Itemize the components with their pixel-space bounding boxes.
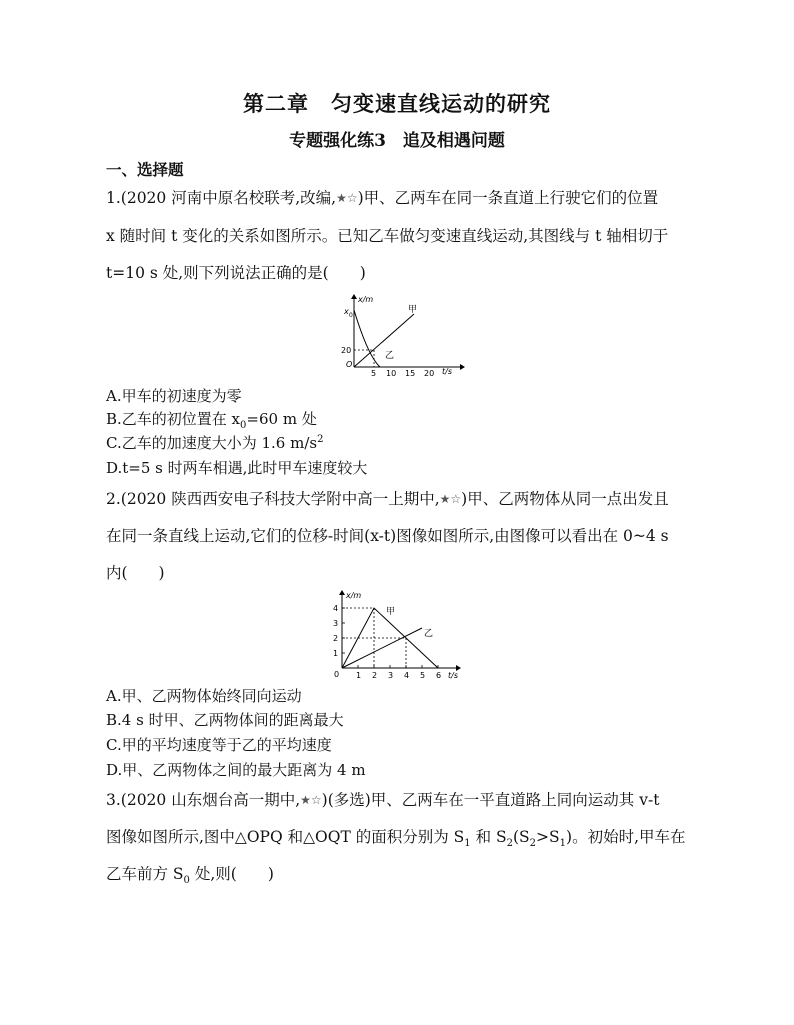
q3-line-2-text: )。初始时,甲车在 xyxy=(566,828,686,846)
q1-y-axis-label: x/m xyxy=(358,295,374,304)
q2-x-axis-label: t/s xyxy=(448,671,458,680)
q3-line-2-text: (S xyxy=(513,828,530,846)
q3-stem-start: )(多选)甲、乙两车在一平直道路上同向运动其 v-t xyxy=(321,791,660,809)
q2-source: 2.(2020 陕西西安电子科技大学附中高一上期中, xyxy=(106,490,440,508)
q3-line-2-text: >S xyxy=(536,828,560,846)
q2-stem-start: )甲、乙两物体从同一点出发且 xyxy=(461,490,669,508)
q1-line-3: t=10 s 处,则下列说法正确的是( ) xyxy=(106,264,366,282)
q1-line-jia xyxy=(354,314,414,367)
difficulty-star-icon: ★☆ xyxy=(439,492,462,506)
q3-line-2 xyxy=(106,825,686,849)
q1-option-b xyxy=(106,408,317,431)
q1-option-b-text: B.乙车的初位置在 x xyxy=(106,410,241,428)
q1-x-tick: 20 xyxy=(424,369,435,377)
q2-line-1 xyxy=(106,487,669,509)
q2-yi-label: 乙 xyxy=(424,629,434,639)
section-heading: 一、选择题 xyxy=(106,160,184,179)
q2-jia-label: 甲 xyxy=(386,607,396,617)
q1-x0-sub: 0 xyxy=(349,312,353,319)
q2-x-tick: 5 xyxy=(420,671,426,680)
q1-origin-label: O xyxy=(346,360,353,369)
q1-stem-start: )甲、乙两车在同一条直道上行驶它们的位置 xyxy=(357,189,659,207)
q1-line-2: x 随时间 t 变化的关系如图所示。已知乙车做匀变速直线运动,其图线与 t 轴相切于 xyxy=(106,227,669,245)
q1-curve-yi xyxy=(354,310,380,367)
q3-sub: 0 xyxy=(183,875,190,887)
q1-xt-graph xyxy=(338,292,468,377)
q3-sub: 1 xyxy=(464,838,471,850)
q2-option-c: C.甲的平均速度等于乙的平均速度 xyxy=(106,736,332,754)
q2-y-axis-label: x/m xyxy=(346,591,362,600)
q3-line-3-text: 乙车前方 S xyxy=(106,865,184,883)
q1-option-c-text: C.乙车的加速度大小为 1.6 m/s xyxy=(106,434,318,452)
q2-line-3: 内( ) xyxy=(106,564,165,582)
q2-x-tick: 3 xyxy=(388,671,394,680)
q3-line-2-text: 图像如图所示,图中△OPQ 和△OQT 的面积分别为 S xyxy=(106,828,465,846)
q2-y-tick: 4 xyxy=(333,604,339,613)
q3-line-3-text: 处,则( ) xyxy=(189,865,274,883)
q3-sub: 2 xyxy=(506,838,513,850)
q1-jia-label: 甲 xyxy=(408,305,418,315)
q2-option-d: D.甲、乙两物体之间的最大距离为 4 m xyxy=(106,761,366,779)
q3-source: 3.(2020 山东烟台高一期中, xyxy=(106,791,301,809)
q2-xt-graph xyxy=(328,590,468,680)
q3-sub: 2 xyxy=(529,838,537,850)
q2-y-tick: 1 xyxy=(333,649,339,658)
difficulty-star-icon: ★☆ xyxy=(336,191,358,205)
q1-x-tick: 10 xyxy=(386,369,397,377)
q2-line-yi xyxy=(342,628,422,668)
q1-line-1 xyxy=(106,186,658,208)
q1-y-tick-20: 20 xyxy=(341,346,352,355)
worksheet-subtitle: 专题强化练3 追及相遇问题 xyxy=(289,131,505,151)
q1-x-tick: 15 xyxy=(405,369,416,377)
q2-line-2: 在同一条直线上运动,它们的位移-时间(x-t)图像如图所示,由图像可以看出在 0~4 s xyxy=(106,527,669,545)
q1-option-b-sub: 0 xyxy=(240,420,247,431)
q2-x-tick: 2 xyxy=(372,671,378,680)
q2-x-tick: 6 xyxy=(436,671,442,680)
q3-line-1 xyxy=(106,788,659,810)
difficulty-star-icon: ★☆ xyxy=(300,793,322,807)
q2-y-tick: 3 xyxy=(333,619,339,628)
q1-x0-label: x xyxy=(344,307,349,316)
q3-line-2-text: 和 S xyxy=(470,828,507,846)
q1-option-d: D.t=5 s 时两车相遇,此时甲车速度较大 xyxy=(106,459,368,477)
q1-option-a: A.甲车的初速度为零 xyxy=(106,387,242,405)
q1-x-tick: 5 xyxy=(371,369,377,377)
q1-source: 1.(2020 河南中原名校联考,改编, xyxy=(106,189,337,207)
q2-x-tick: 4 xyxy=(404,671,410,680)
q2-origin-label: 0 xyxy=(334,670,340,679)
q1-option-c xyxy=(106,432,323,453)
q1-option-b-tail: =60 m 处 xyxy=(246,410,317,428)
q3-line-3 xyxy=(106,862,274,886)
q2-option-b: B.4 s 时甲、乙两物体间的距离最大 xyxy=(106,711,344,729)
q2-y-tick: 2 xyxy=(333,634,339,643)
q1-option-c-sup: 2 xyxy=(317,434,324,445)
q2-option-a: A.甲、乙两物体始终同向运动 xyxy=(106,687,302,705)
chapter-title: 第二章 匀变速直线运动的研究 xyxy=(243,91,551,116)
q2-x-tick: 1 xyxy=(356,671,362,680)
q3-sub: 1 xyxy=(559,838,567,850)
q1-yi-label: 乙 xyxy=(385,351,395,361)
q1-x-axis-label: t/s xyxy=(442,367,452,376)
